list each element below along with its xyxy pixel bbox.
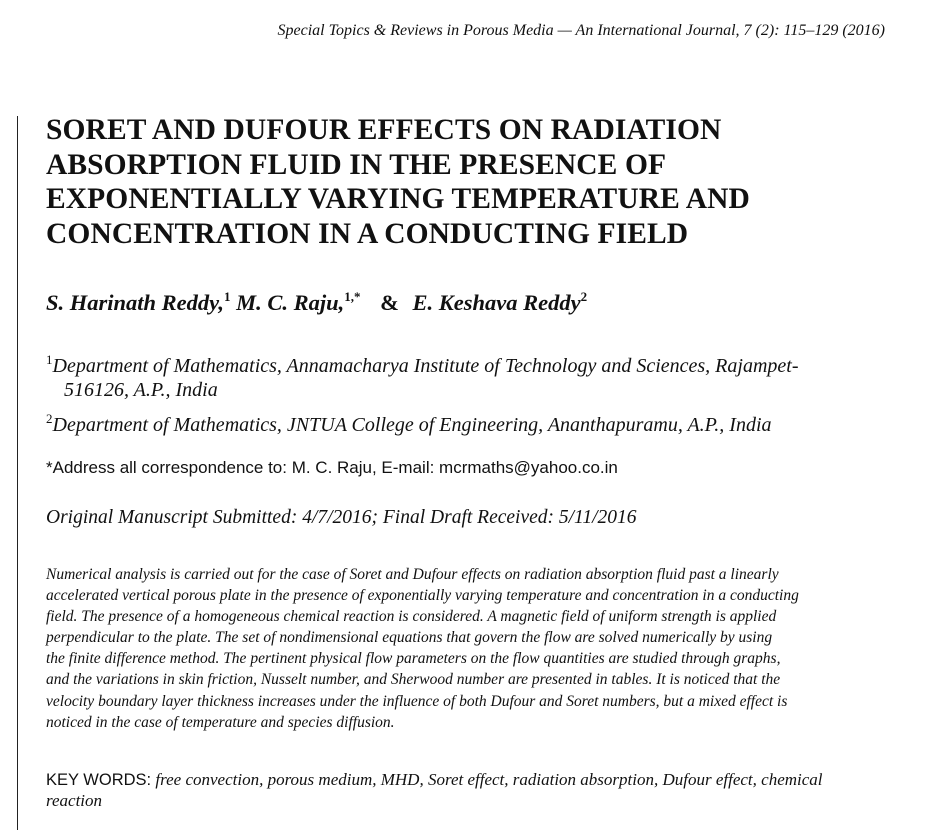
- affiliation-text: Department of Mathematics, Annamacharya Institute of Technology and Sciences, Rajampet-: [52, 355, 799, 377]
- left-margin-rule: [17, 116, 18, 830]
- abstract-line: field. The presence of a homogeneous chemical reaction is considered. A magnetic field of uniform strength is applied: [46, 608, 777, 626]
- author-name: M. C. Raju,: [236, 290, 345, 315]
- affiliation-mark: 1: [46, 352, 53, 367]
- affiliation-1: [46, 354, 798, 402]
- author-name: E. Keshava Reddy: [412, 290, 581, 315]
- abstract-line: velocity boundary layer thickness increases under the influence of both Dufour and Soret numbers, but a mixed effect is: [46, 692, 788, 710]
- title-line: ABSORPTION FLUID IN THE PRESENCE OF: [46, 148, 667, 181]
- author-list: [46, 290, 587, 316]
- key-words-text: free convection, porous medium, MHD, Soret effect, radiation absorption, Dufour effect, chemical reaction: [46, 770, 823, 810]
- affiliation-text-continued: 516126, A.P., India: [64, 379, 218, 401]
- affiliation-mark: 2: [46, 411, 53, 426]
- abstract-line: accelerated vertical porous plate in the presence of exponentially varying temperature and concentration in a conducting: [46, 587, 799, 605]
- article-title: [46, 113, 906, 251]
- title-line: CONCENTRATION IN A CONDUCTING FIELD: [46, 217, 689, 250]
- title-line: EXPONENTIALLY VARYING TEMPERATURE AND: [46, 183, 750, 215]
- key-words-label: KEY WORDS:: [46, 771, 152, 789]
- author-affiliation-mark: 1,*: [344, 289, 361, 304]
- abstract-line: Numerical analysis is carried out for the case of Soret and Dufour effects on radiation absorption fluid past a linearly: [46, 566, 779, 583]
- author-name: S. Harinath Reddy,: [46, 290, 224, 315]
- abstract-line: perpendicular to the plate. The set of nondimensional equations that govern the flow are solved numerically by using: [46, 629, 773, 647]
- journal-citation: Special Topics & Reviews in Porous Media — An International Journal, 7 (2): 115–129 (2016): [277, 22, 885, 39]
- affiliation-text: Department of Mathematics, JNTUA College of Engineering, Ananthapuramu, A.P., India: [52, 414, 772, 436]
- abstract-line: noticed in the case of temperature and species diffusion.: [46, 713, 395, 731]
- title-line: SORET AND DUFOUR EFFECTS ON RADIATION: [46, 114, 722, 146]
- author-ampersand: &: [380, 290, 399, 315]
- abstract-line: the finite difference method. The pertinent physical flow parameters on the flow quantities are studied through graphs,: [46, 650, 781, 668]
- author-affiliation-mark: 2: [580, 289, 588, 304]
- affiliation-2: [46, 413, 772, 437]
- manuscript-dates: Original Manuscript Submitted: 4/7/2016; Final Draft Received: 5/11/2016: [46, 507, 637, 528]
- abstract-line: and the variations in skin friction, Nusselt number, and Sherwood number are presented in tables. It is noticed that the: [46, 671, 781, 689]
- author-affiliation-mark: 1: [223, 289, 231, 304]
- correspondence-line: *Address all correspondence to: M. C. Raju, E-mail: mcrmaths@yahoo.co.in: [46, 458, 618, 477]
- key-words: [46, 770, 876, 811]
- abstract: [46, 564, 866, 733]
